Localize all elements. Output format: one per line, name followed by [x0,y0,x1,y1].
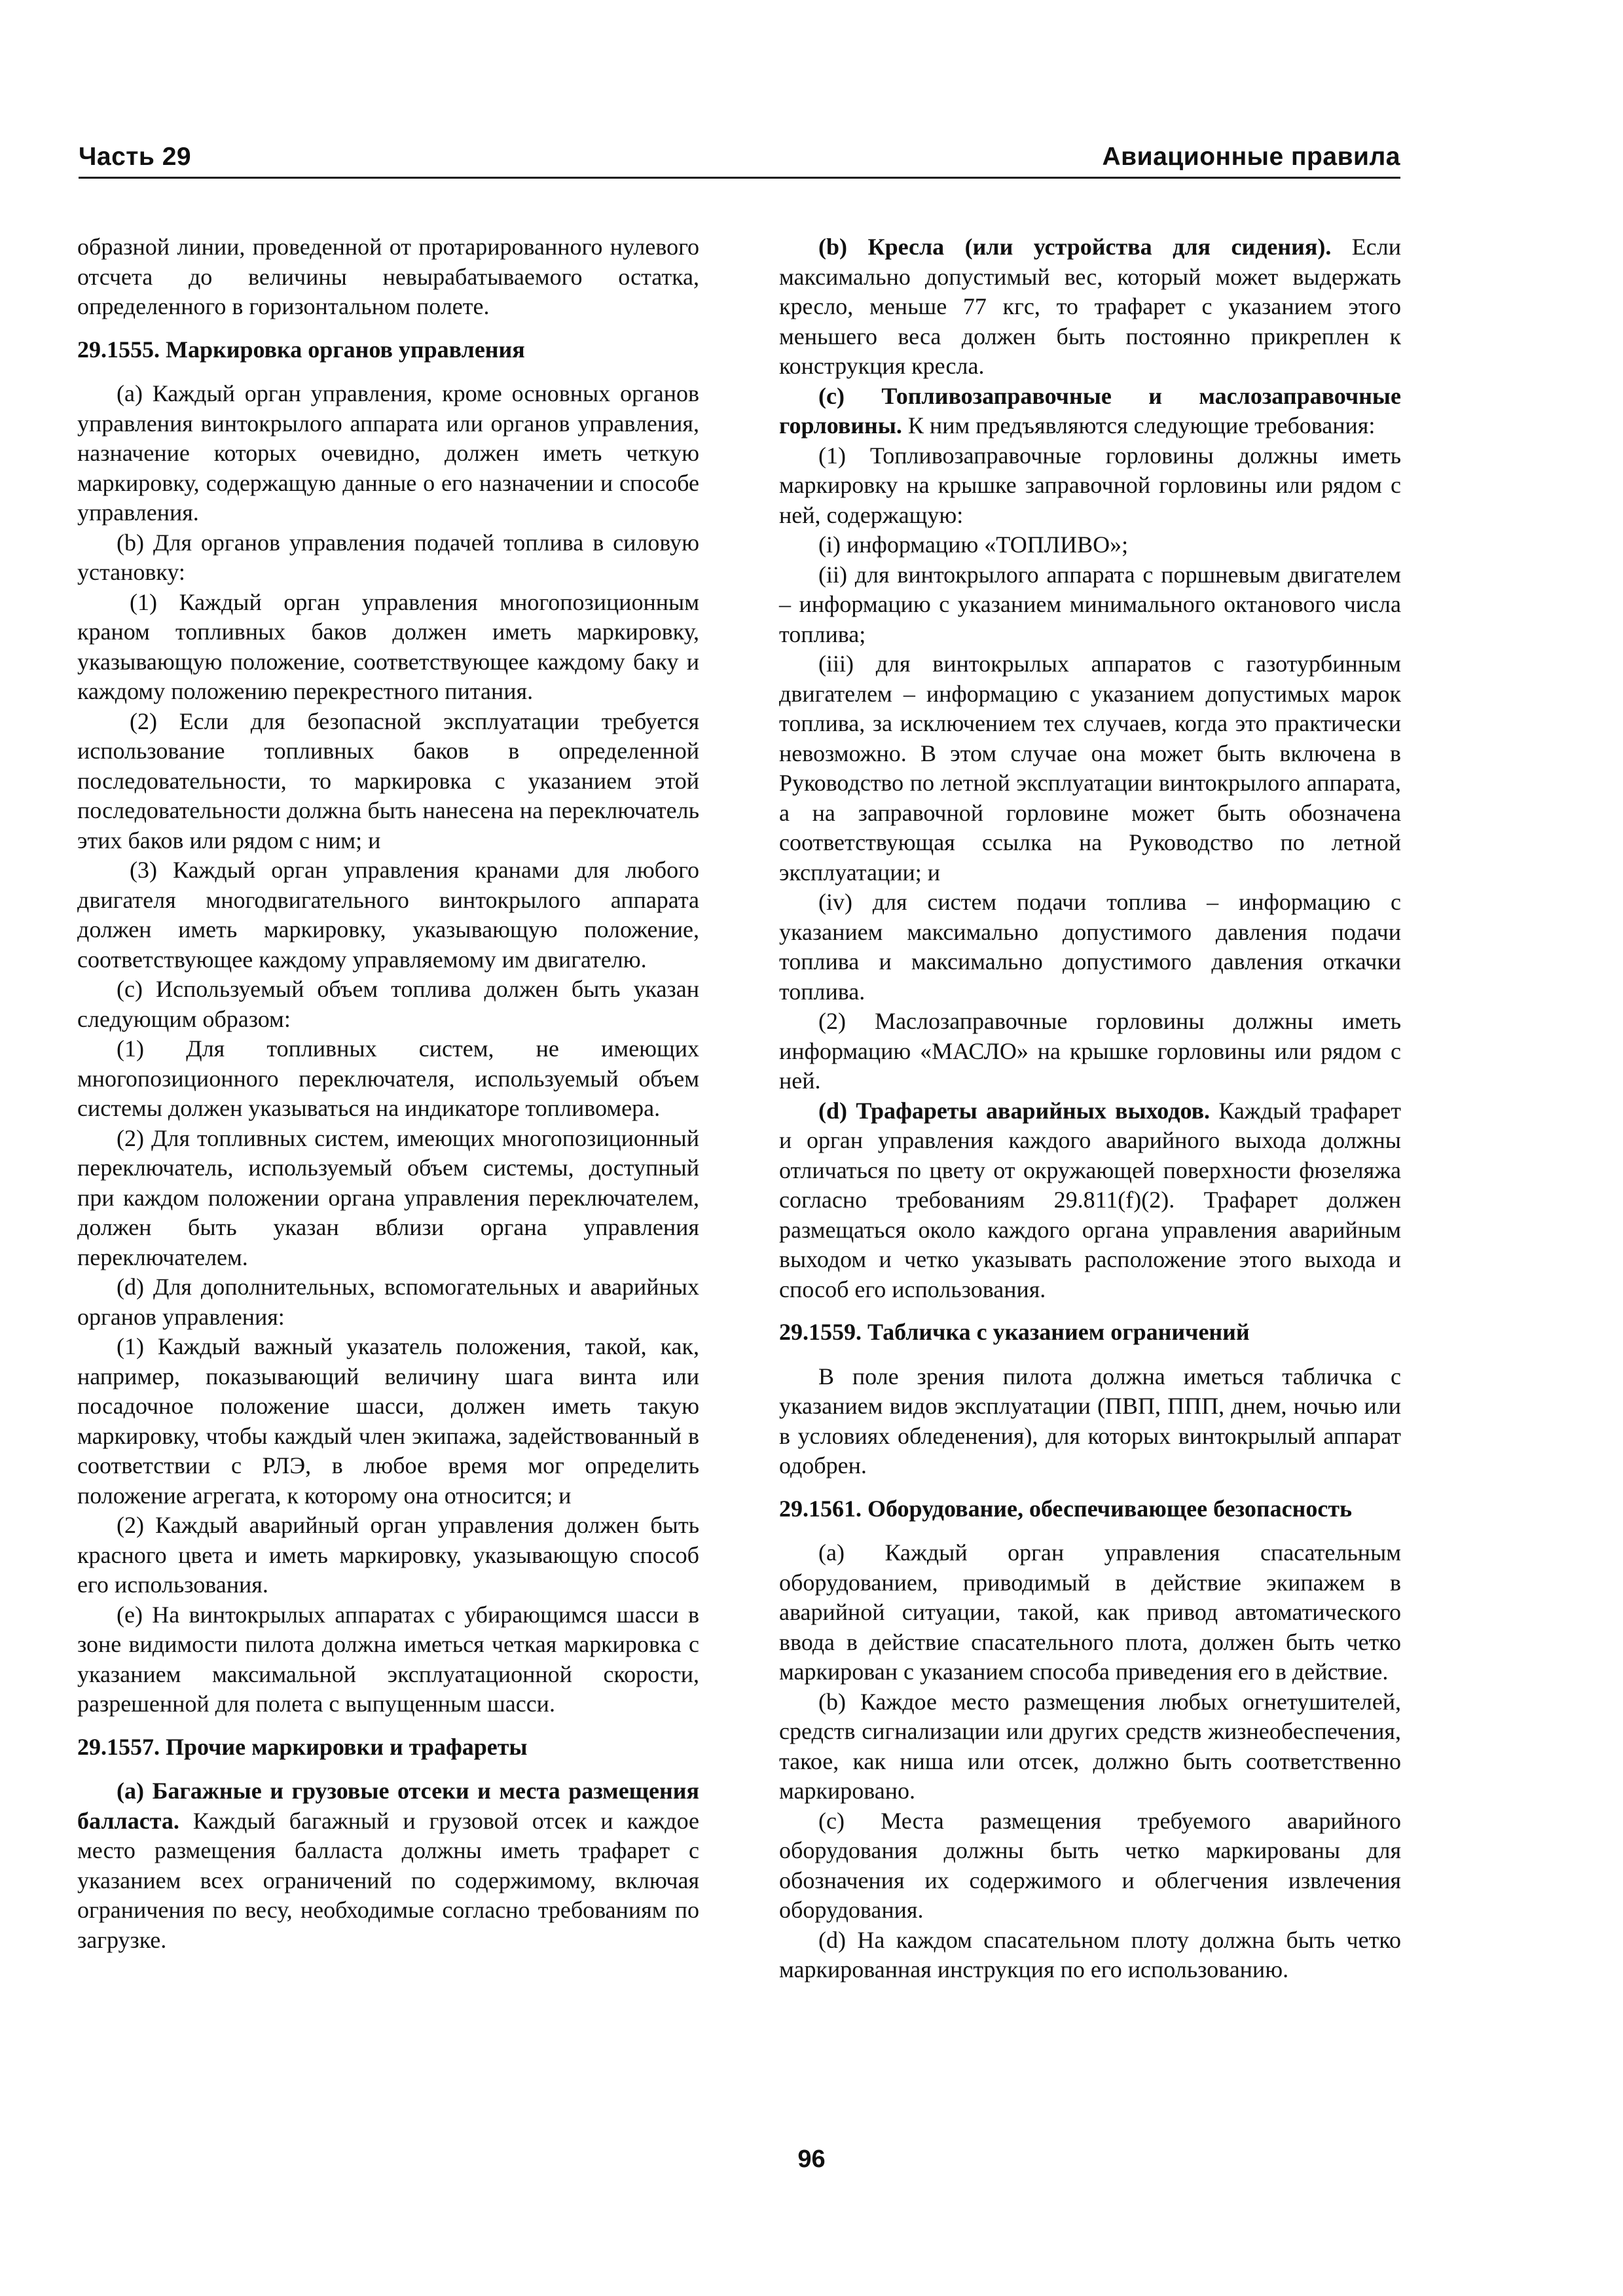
paragraph-lead: (b) Кресла (или устройства для сидения). [818,234,1332,260]
paragraph-body: Если максимально допустимый вес, который может выдержать кресло, меньше 77 кгс, то трафарет с указанием этого меньшего веса должен быть постоянно прикреплен к конструкция кресла. [779,234,1401,379]
paragraph: (2) Для топливных систем, имеющих многопозиционный переключатель, используемый объем системы, доступный при каждом положении органа управления переключателем, должен быть указан вблизи органа управления переключателем. [77,1124,699,1270]
paragraph-lead: (d) Трафареты аварийных выходов. [818,1097,1211,1124]
left-column [77,232,699,1955]
paragraph: (d) Для дополнительных, вспомогательных и аварийных органов управления: [77,1274,699,1330]
paragraph: (d) На каждом спасательном плоту должна быть четко маркированная инструкция по его использованию. [779,1926,1401,1982]
paragraph: (а) Каждый орган управления спасательным оборудованием, приводимый в действие экипажем в аварийной ситуации, такой, как привод автоматического ввода в действие спасательного плота, должен быть четко маркирован с указанием способа приведения его в действие. [779,1539,1401,1685]
header-part-label: Часть 29 [79,143,192,171]
paragraph: (1) Каждый важный указатель положения, такой, как, например, показывающий величину шага винта или посадочное положение шасси, должен иметь такую маркировку, чтобы каждый член экипажа, задействованный в соответствии с РЛЭ, в любое время мог определить положение агрегата, к которому она относится; и [77,1333,699,1509]
paragraph: (iv) для систем подачи топлива – информацию с указанием максимально допустимого давления подачи топлива и максимально допустимого давления откачки топлива. [779,889,1401,1005]
paragraph: (2) Маслозаправочные горловины должны иметь информацию «МАСЛО» на крышке горловины или рядом с ней. [779,1008,1401,1094]
paragraph-body: Каждый багажный и грузовой отсек и каждое место размещения балласта должны иметь трафарет с указанием всех ограничений по содержимому, включая ограничения по весу, необходимые согласно требованиям по загрузке. [77,1807,699,1953]
paragraph: (с) Места размещения требуемого аварийного оборудования должны быть четко маркированы для обозначения их содержимого и облегчения извлечения оборудования. [779,1807,1401,1923]
section-heading-29-1555: 29.1555. Маркировка органов управления [77,336,525,363]
section-heading-29-1561: 29.1561. Оборудование, обеспечивающее безопасность [779,1495,1353,1522]
paragraph: (2) Если для безопасной эксплуатации требуется использование топливных баков в определенной последовательности, то маркировка с указанием этой последовательности должна быть нанесена на переключатель этих баков или рядом с ним; и [77,708,699,853]
paragraph: (2) Каждый аварийный орган управления должен быть красного цвета и иметь маркировку, указывающую способ его использования. [77,1512,699,1598]
paragraph: (а) Каждый орган управления, кроме основных органов управления винтокрылого аппарата или органов управления, назначение которых очевидно, должен иметь четкую маркировку, содержащую данные о его назначении и способе управления. [77,380,699,526]
paragraph: (1) Для топливных систем, не имеющих многопозиционного переключателя, используемый объем системы должен указываться на индикаторе топливомера. [77,1035,699,1121]
paragraph-body: Каждый трафарет и орган управления каждого аварийного выхода должны отличаться по цвету от окружающей поверхности фюзеляжа согласно требованиям 29.811(f)(2). Трафарет должен размещаться около каждого органа управления аварийным выходом и четко указывать расположение этого выхода и способ его использования. [779,1097,1401,1302]
section-heading-29-1557: 29.1557. Прочие маркировки и трафареты [77,1733,528,1760]
paragraph: образной линии, проведенной от протарированного нулевого отсчета до величины невырабатываемого остатка, определенного в горизонтальном полете. [77,234,699,319]
section-heading-29-1559: 29.1559. Табличка с указанием ограничений [779,1319,1250,1345]
paragraph: (iii) для винтокрылых аппаратов с газотурбинным двигателем – информацию с указанием допустимых марок топлива, за исключением тех случаев, когда это практически невозможно. В этом случае она может быть включена в Руководство по летной эксплуатации винтокрылого аппарата, а на заправочной горловине может быть обозначена соответствующая ссылка на Руководство по летной эксплуатации; и [779,651,1401,886]
paragraph: (i) информацию «ТОПЛИВО»; [818,531,1129,558]
paragraph [77,1776,699,1955]
page-number: 96 [797,2145,826,2173]
paragraph: (b) Для органов управления подачей топлива в силовую установку: [77,529,699,585]
paragraph-body: К ним предъявляются следующие требования: [902,412,1376,439]
paragraph-lead: (с) Топливозаправочные и маслозаправочные горловины. [779,382,1401,439]
paragraph: (3) Каждый орган управления кранами для любого двигателя многодвигательного винтокрылого аппарата должен иметь маркировку, указывающую положение, соответствующее каждому управляемому им двигателю. [77,857,699,973]
right-column [779,232,1401,1985]
header-title: Авиационные правила [1102,143,1400,171]
paragraph [779,382,1401,441]
paragraph: (c) Используемый объем топлива должен быть указан следующим образом: [77,976,699,1032]
paragraph: (b) Каждое место размещения любых огнетушителей, средств сигнализации или других средств жизнеобеспечения, такое, как ниша или отсек, должно быть соответственно маркировано. [779,1688,1401,1804]
paragraph [779,232,1401,382]
paragraph: (ii) для винтокрылого аппарата с поршневым двигателем – информацию с указанием минимального октанового числа топлива; [779,561,1401,647]
paragraph [779,1096,1401,1305]
paragraph: (1) Каждый орган управления многопозиционным краном топливных баков должен иметь маркировку, указывающую положение, соответствующее каждому баку и каждому положению перекрестного питания. [77,588,699,704]
paragraph: В поле зрения пилота должна иметься табличка с указанием видов эксплуатации (ПВП, ППП, днем, ночью или в условиях обледенения), для которых винтокрылый аппарат одобрен. [779,1363,1401,1479]
running-header [79,135,1400,179]
paragraph: (1) Топливозаправочные горловины должны иметь маркировку на крышке заправочной горловины или рядом с ней, содержащую: [779,442,1401,528]
paragraph: (е) На винтокрылых аппаратах с убирающимся шасси в зоне видимости пилота должна иметься четкая маркировка с указанием максимальной эксплуатационной скорости, разрешенной для полета с выпущенным шасси. [77,1601,699,1717]
paragraph-lead: (а) Багажные и грузовые отсеки и места размещения балласта. [77,1778,699,1834]
